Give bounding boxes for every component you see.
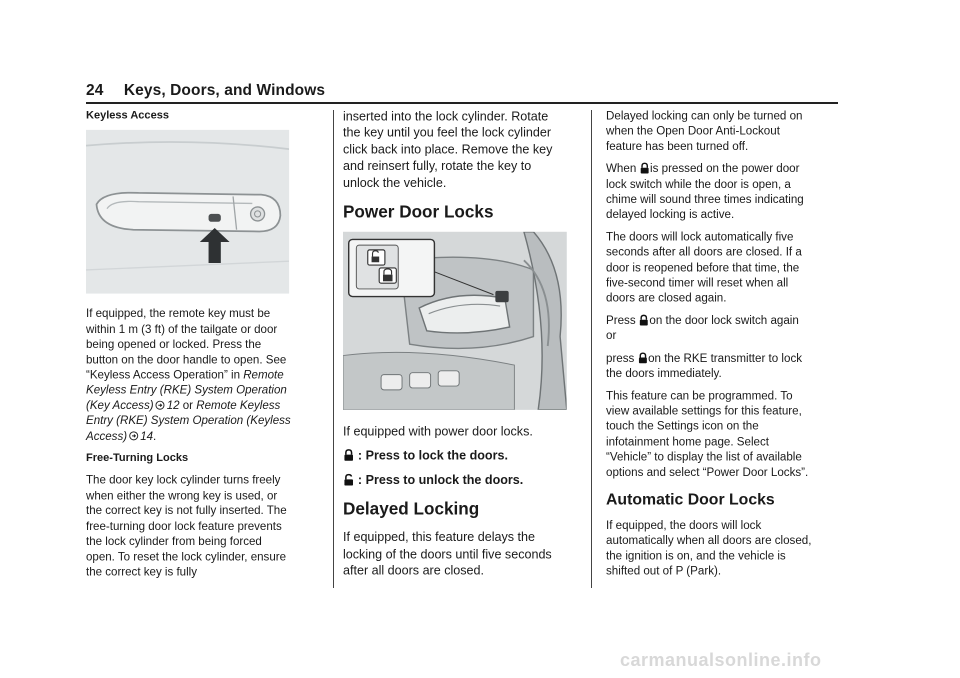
unlock-description: : Press to unlock the doors. (343, 472, 568, 489)
free-turning-locks-continued: inserted into the lock cylinder. Rotate the key until you feel the lock cylinder click back into place. Remove the key and reinsert fully, rotate the key to unlock the vehicle. (343, 108, 553, 190)
free-turning-locks-heading: Free-Turning Locks (86, 451, 189, 464)
delayed-locking-chime-text: When is pressed on the power door lock switch while the door is open, a chime will sound three times indicating delayed locking is active. (606, 161, 804, 221)
column-3 (606, 108, 812, 586)
column-divider-2 (591, 110, 592, 588)
section-title: Keys, Doors, and Windows (123, 82, 326, 99)
press-lock-switch-text: Press on the door lock switch again or (606, 313, 799, 342)
automatic-door-locks-text: If equipped, the doors will lock automatically when all doors are closed, the ignition is on, and the vehicle is shifted out of P (Park). (606, 518, 812, 578)
programming-text: This feature can be programmed. To view available settings for this feature, touch the Settings icon on the infotainment home page. Select “Vehicle” to display the list of available options and select “Power Door Locks”. (606, 388, 809, 479)
lock-icon (343, 449, 354, 461)
delayed-locking-text: If equipped, this feature delays the locking of the doors until five seconds after all doors are closed. (343, 530, 552, 578)
delayed-locking-heading: Delayed Locking (343, 499, 480, 519)
delayed-locking-note: Delayed locking can only be turned on when the Open Door Anti-Lockout feature has been turned off. (606, 108, 803, 153)
keyless-access-heading: Keyless Access (86, 108, 169, 122)
column-2 (343, 108, 568, 586)
column-1 (86, 108, 291, 586)
page-header (86, 82, 325, 100)
keyless-access-text: If equipped, the remote key must be within 1 m (3 ft) of the tailgate or door being opened or locked. Press the button on the door handle to open. See “Keyless Access Operation” in Remote Keyless Entry (RKE) System Operation (Key Access) 12 or Remote Keyless Entry (RKE) System Operation (Keyless Access) 14. (86, 307, 291, 443)
page-reference-icon (155, 400, 165, 410)
page-number: 24 (86, 82, 104, 99)
watermark: carmanualsonline.info (620, 650, 822, 670)
door-handle-illustration (86, 130, 289, 294)
header-rule (86, 102, 838, 104)
free-turning-locks-text: The door key lock cylinder turns freely when either the wrong key is used, or the correct key is not fully inserted. The free-turning door lock feature prevents the lock cylinder from being forced open. To reset the lock cylinder, ensure the correct key is fully (86, 473, 287, 579)
lock-icon (638, 352, 649, 363)
door-handle-figure (86, 130, 289, 294)
handle-button (209, 214, 221, 222)
unlock-icon (343, 473, 354, 485)
door-lock-switch-figure (343, 232, 567, 410)
page-reference-icon (129, 431, 139, 441)
door-panel-illustration (343, 232, 567, 410)
press-rke-text: press on the RKE transmitter to lock the doors immediately. (606, 351, 803, 380)
power-door-locks-intro: If equipped with power door locks. (343, 424, 533, 439)
lock-icon (639, 314, 650, 325)
lock-icon (639, 163, 650, 174)
auto-lock-text: The doors will lock automatically five seconds after all doors are closed. If a door is reopened before that time, the five-second timer will reset when all doors are closed again. (606, 229, 802, 305)
lock-description: : Press to lock the doors. (343, 447, 568, 464)
automatic-door-locks-heading: Automatic Door Locks (606, 490, 775, 508)
column-divider-1 (333, 110, 334, 588)
power-door-locks-heading: Power Door Locks (343, 202, 494, 222)
arrow-up-icon (200, 228, 230, 263)
